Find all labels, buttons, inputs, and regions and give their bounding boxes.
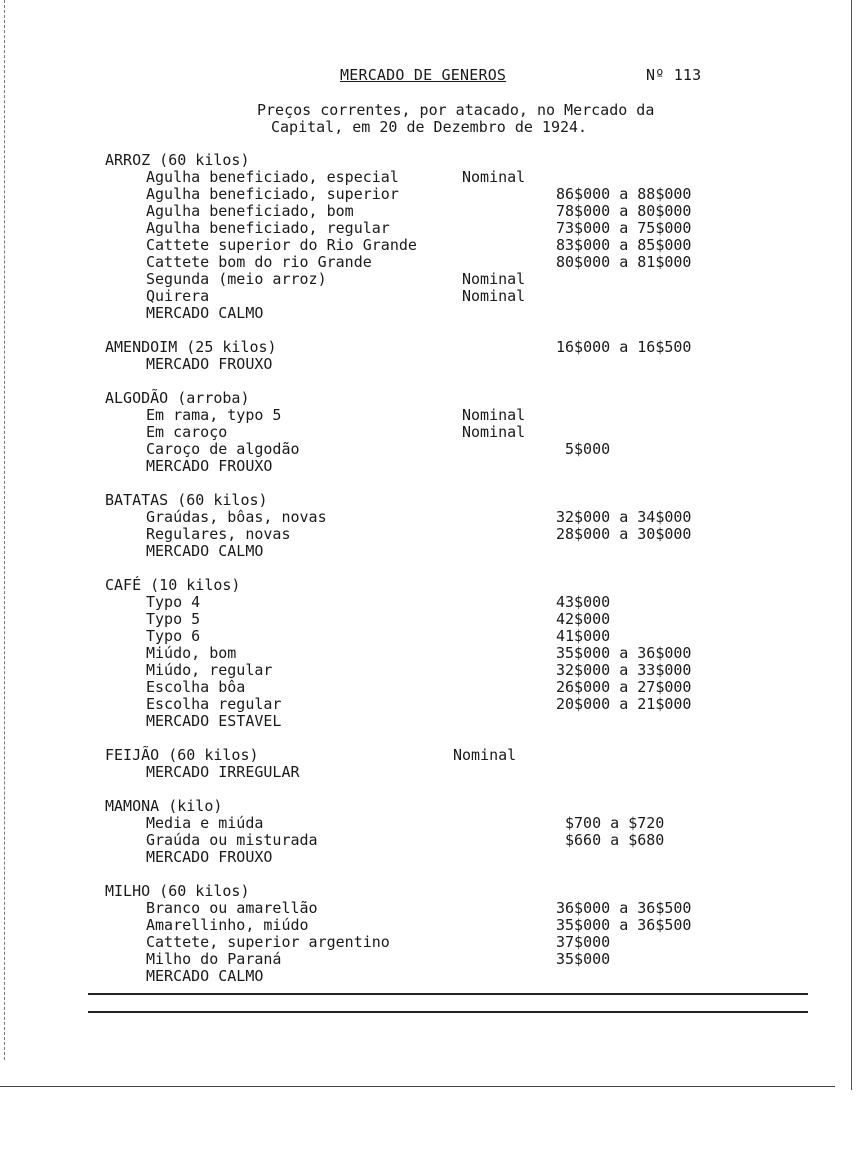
price-row xyxy=(105,169,745,186)
commodity-section xyxy=(105,390,745,475)
item-label: Segunda (meio arroz) xyxy=(146,270,327,288)
price-row xyxy=(105,849,745,866)
item-label: Agulha beneficiado, regular xyxy=(146,219,390,237)
section-heading-row xyxy=(105,339,745,356)
item-label: Typo 6 xyxy=(146,627,201,645)
item-label: Agulha beneficiado, bom xyxy=(146,202,354,220)
item-label: Cattete, superior argentino xyxy=(146,933,390,951)
item-label: Quirera xyxy=(146,287,210,305)
section-heading: AMENDOIM (25 kilos) xyxy=(105,338,277,356)
page-left-edge xyxy=(4,0,5,1060)
commodity-section xyxy=(105,883,745,985)
item-label: Graúdas, bôas, novas xyxy=(146,508,327,526)
commodity-section xyxy=(105,492,745,560)
page-number: Nº 113 xyxy=(646,66,702,84)
price-value: 41$000 xyxy=(556,627,611,645)
intro-line: Capital, em 20 de Dezembro de 1924. xyxy=(271,118,588,136)
price-value: 26$000 a 27$000 xyxy=(556,678,692,696)
price-row xyxy=(105,509,745,526)
price-row xyxy=(105,679,745,696)
price-value: 35$000 xyxy=(556,950,611,968)
item-label: Typo 4 xyxy=(146,593,201,611)
price-value: $660 a $680 xyxy=(565,831,665,849)
item-label: Regulares, novas xyxy=(146,525,291,543)
item-label: Escolha bôa xyxy=(146,678,246,696)
item-label: MERCADO CALMO xyxy=(146,304,264,322)
commodity-section xyxy=(105,152,745,322)
price-value: 42$000 xyxy=(556,610,611,628)
price-value: $700 a $720 xyxy=(565,814,665,832)
item-label: Caroço de algodão xyxy=(146,440,300,458)
commodity-section xyxy=(105,798,745,866)
price-row xyxy=(105,900,745,917)
price-value: 43$000 xyxy=(556,593,611,611)
item-label: MERCADO FROUXO xyxy=(146,457,273,475)
nominal-note: Nominal xyxy=(462,287,526,305)
price-row xyxy=(105,713,745,730)
price-row xyxy=(105,288,745,305)
price-value: 16$000 a 16$500 xyxy=(556,338,692,356)
price-value: 36$000 a 36$500 xyxy=(556,899,692,917)
item-label: Branco ou amarellão xyxy=(146,899,318,917)
divider-rule xyxy=(88,993,808,995)
price-list xyxy=(105,152,745,1002)
section-heading: CAFÉ (10 kilos) xyxy=(105,576,241,594)
price-value: 28$000 a 30$000 xyxy=(556,525,692,543)
price-value: 32$000 a 33$000 xyxy=(556,661,692,679)
section-heading: MAMONA (kilo) xyxy=(105,797,223,815)
price-value: 32$000 a 34$000 xyxy=(556,508,692,526)
nominal-note: Nominal xyxy=(462,406,526,424)
price-row xyxy=(105,271,745,288)
item-label: MERCADO CALMO xyxy=(146,967,264,985)
item-label: MERCADO IRREGULAR xyxy=(146,763,300,781)
item-label: Em caroço xyxy=(146,423,228,441)
price-row xyxy=(105,832,745,849)
price-row xyxy=(105,526,745,543)
section-heading: ALGODÃO (arroba) xyxy=(105,389,250,407)
item-label: Escolha regular xyxy=(146,695,282,713)
price-row xyxy=(105,305,745,322)
section-heading-row xyxy=(105,798,745,815)
price-value: 35$000 a 36$000 xyxy=(556,644,692,662)
page-bottom-edge xyxy=(0,1086,835,1087)
price-row xyxy=(105,696,745,713)
item-label: MERCADO FROUXO xyxy=(146,848,273,866)
item-label: MERCADO FROUXO xyxy=(146,355,273,373)
item-label: Miúdo, bom xyxy=(146,644,237,662)
price-value: 20$000 a 21$000 xyxy=(556,695,692,713)
price-row xyxy=(105,951,745,968)
price-row xyxy=(105,237,745,254)
page-right-edge xyxy=(851,0,852,1090)
price-row xyxy=(105,968,745,985)
nominal-note: Nominal xyxy=(453,746,517,764)
price-value: 73$000 a 75$000 xyxy=(556,219,692,237)
price-row xyxy=(105,611,745,628)
section-heading-row xyxy=(105,883,745,900)
price-value: 80$000 a 81$000 xyxy=(556,253,692,271)
item-label: Cattete superior do Rio Grande xyxy=(146,236,417,254)
item-label: Typo 5 xyxy=(146,610,201,628)
section-heading-row xyxy=(105,577,745,594)
price-row xyxy=(105,424,745,441)
price-row xyxy=(105,458,745,475)
item-label: MERCADO ESTAVEL xyxy=(146,712,282,730)
page-title: MERCADO DE GENEROS xyxy=(340,66,507,84)
intro-line: Preços correntes, por atacado, no Mercado da xyxy=(257,101,655,119)
intro-text xyxy=(257,102,654,136)
price-row xyxy=(105,220,745,237)
price-row xyxy=(105,254,745,271)
section-heading-row xyxy=(105,747,745,764)
section-heading-row xyxy=(105,152,745,169)
nominal-note: Nominal xyxy=(462,168,526,186)
item-label: Graúda ou misturada xyxy=(146,831,318,849)
item-label: Media e miúda xyxy=(146,814,264,832)
price-row xyxy=(105,645,745,662)
item-label: Miúdo, regular xyxy=(146,661,273,679)
section-heading: ARROZ (60 kilos) xyxy=(105,151,250,169)
divider-rule xyxy=(88,1011,808,1013)
commodity-section xyxy=(105,339,745,373)
item-label: Agulha beneficiado, especial xyxy=(146,168,399,186)
price-value: 86$000 a 88$000 xyxy=(556,185,692,203)
page-header xyxy=(340,66,702,84)
price-value: 5$000 xyxy=(565,440,611,458)
item-label: MERCADO CALMO xyxy=(146,542,264,560)
price-row xyxy=(105,815,745,832)
section-heading-row xyxy=(105,390,745,407)
item-label: Milho do Paraná xyxy=(146,950,282,968)
nominal-note: Nominal xyxy=(462,270,526,288)
item-label: Agulha beneficiado, superior xyxy=(146,185,399,203)
section-heading: BATATAS (60 kilos) xyxy=(105,491,268,509)
price-row xyxy=(105,356,745,373)
item-label: Em rama, typo 5 xyxy=(146,406,282,424)
price-row xyxy=(105,543,745,560)
section-heading: MILHO (60 kilos) xyxy=(105,882,250,900)
price-value: 78$000 a 80$000 xyxy=(556,202,692,220)
price-row xyxy=(105,594,745,611)
price-row xyxy=(105,764,745,781)
price-row xyxy=(105,203,745,220)
nominal-note: Nominal xyxy=(462,423,526,441)
item-label: Amarellinho, miúdo xyxy=(146,916,309,934)
commodity-section xyxy=(105,577,745,730)
commodity-section xyxy=(105,747,745,781)
price-value: 37$000 xyxy=(556,933,611,951)
price-row xyxy=(105,186,745,203)
price-row xyxy=(105,662,745,679)
price-row xyxy=(105,917,745,934)
price-value: 35$000 a 36$500 xyxy=(556,916,692,934)
section-heading-row xyxy=(105,492,745,509)
price-row xyxy=(105,628,745,645)
price-row xyxy=(105,407,745,424)
section-heading: FEIJÃO (60 kilos) xyxy=(105,746,259,764)
price-row xyxy=(105,441,745,458)
price-value: 83$000 a 85$000 xyxy=(556,236,692,254)
item-label: Cattete bom do rio Grande xyxy=(146,253,372,271)
price-row xyxy=(105,934,745,951)
